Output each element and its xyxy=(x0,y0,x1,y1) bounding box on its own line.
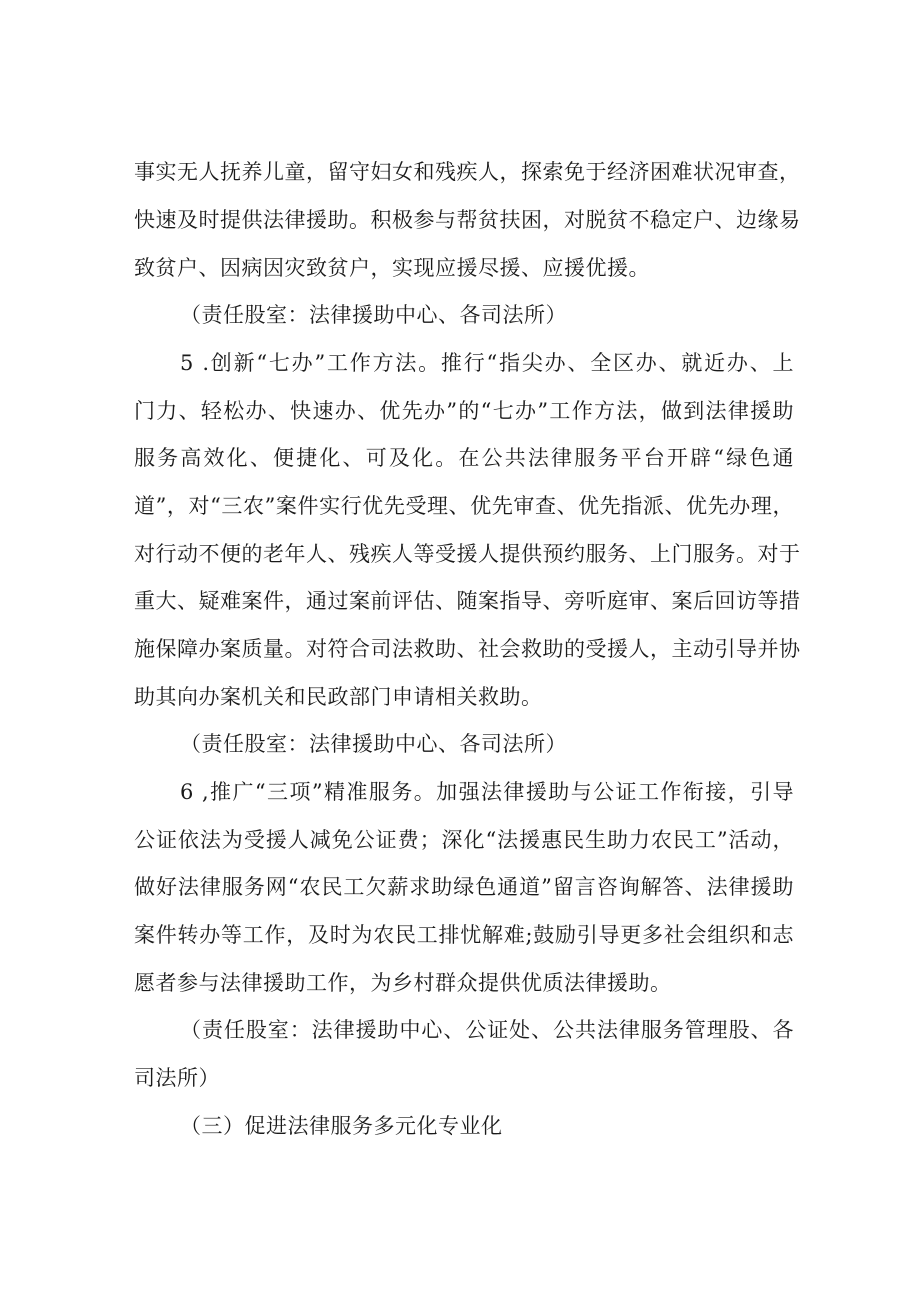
responsibility-note: （责任股室：法律援助中心、各司法所） xyxy=(180,303,567,327)
paragraph-line: 做好法律服务网“农民工欠薪求助绿色通道”留言咨询解答、法律援助 xyxy=(134,875,794,899)
paragraph-line: 门力、轻松办、快速办、优先办”的“七办”工作方法，做到法律援助 xyxy=(134,399,794,423)
responsibility-note: （责任股室：法律援助中心、各司法所） xyxy=(180,732,567,756)
paragraph-line: 致贫户、因病因灾致贫户，实现应援尽援、应援优援。 xyxy=(134,256,650,280)
paragraph-line: 快速及时提供法律援助。积极参与帮贫扶困，对脱贫不稳定户、边缘易 xyxy=(134,208,801,232)
section-heading: （三）促进法律服务多元化专业化 xyxy=(180,1114,503,1138)
paragraph-line: 助其向办案机关和民政部门申请相关救助。 xyxy=(134,685,543,709)
item-6-heading-line: 6 ,推广“三项”精准服务。加强法律援助与公证工作衔接，引导 xyxy=(180,780,794,804)
paragraph-line: 愿者参与法律援助工作，为乡村群众提供优质法律援助。 xyxy=(134,971,672,995)
paragraph-line: 案件转办等工作，及时为农民工排忧解难;鼓励引导更多社会组织和志 xyxy=(134,923,794,947)
responsibility-note: （责任股室：法律援助中心、公证处、公共法律服务管理股、各 xyxy=(180,1018,794,1042)
item-5-heading-line: 5 .创新“七办”工作方法。推行“指尖办、全区办、就近办、上 xyxy=(180,351,794,375)
paragraph-line: 事实无人抚养儿童，留守妇女和残疾人，探索免于经济困难状况审查， xyxy=(134,160,801,184)
paragraph-line: 道”，对“三农”案件实行优先受理、优先审查、优先指派、优先办理， xyxy=(134,494,794,518)
responsibility-note-continued: 司法所） xyxy=(134,1066,220,1090)
paragraph-line: 服务高效化、便捷化、可及化。在公共法律服务平台开辟“绿色通 xyxy=(134,446,794,470)
paragraph-line: 重大、疑难案件，通过案前评估、随案指导、旁听庭审、案后回访等措 xyxy=(134,589,801,613)
paragraph-line: 对行动不便的老年人、残疾人等受援人提供预约服务、上门服务。对于 xyxy=(134,542,801,566)
paragraph-line: 公证依法为受援人减免公证费；深化“法援惠民生助力农民工”活动， xyxy=(134,828,794,852)
paragraph-line: 施保障办案质量。对符合司法救助、社会救助的受援人，主动引导并协 xyxy=(134,637,801,661)
